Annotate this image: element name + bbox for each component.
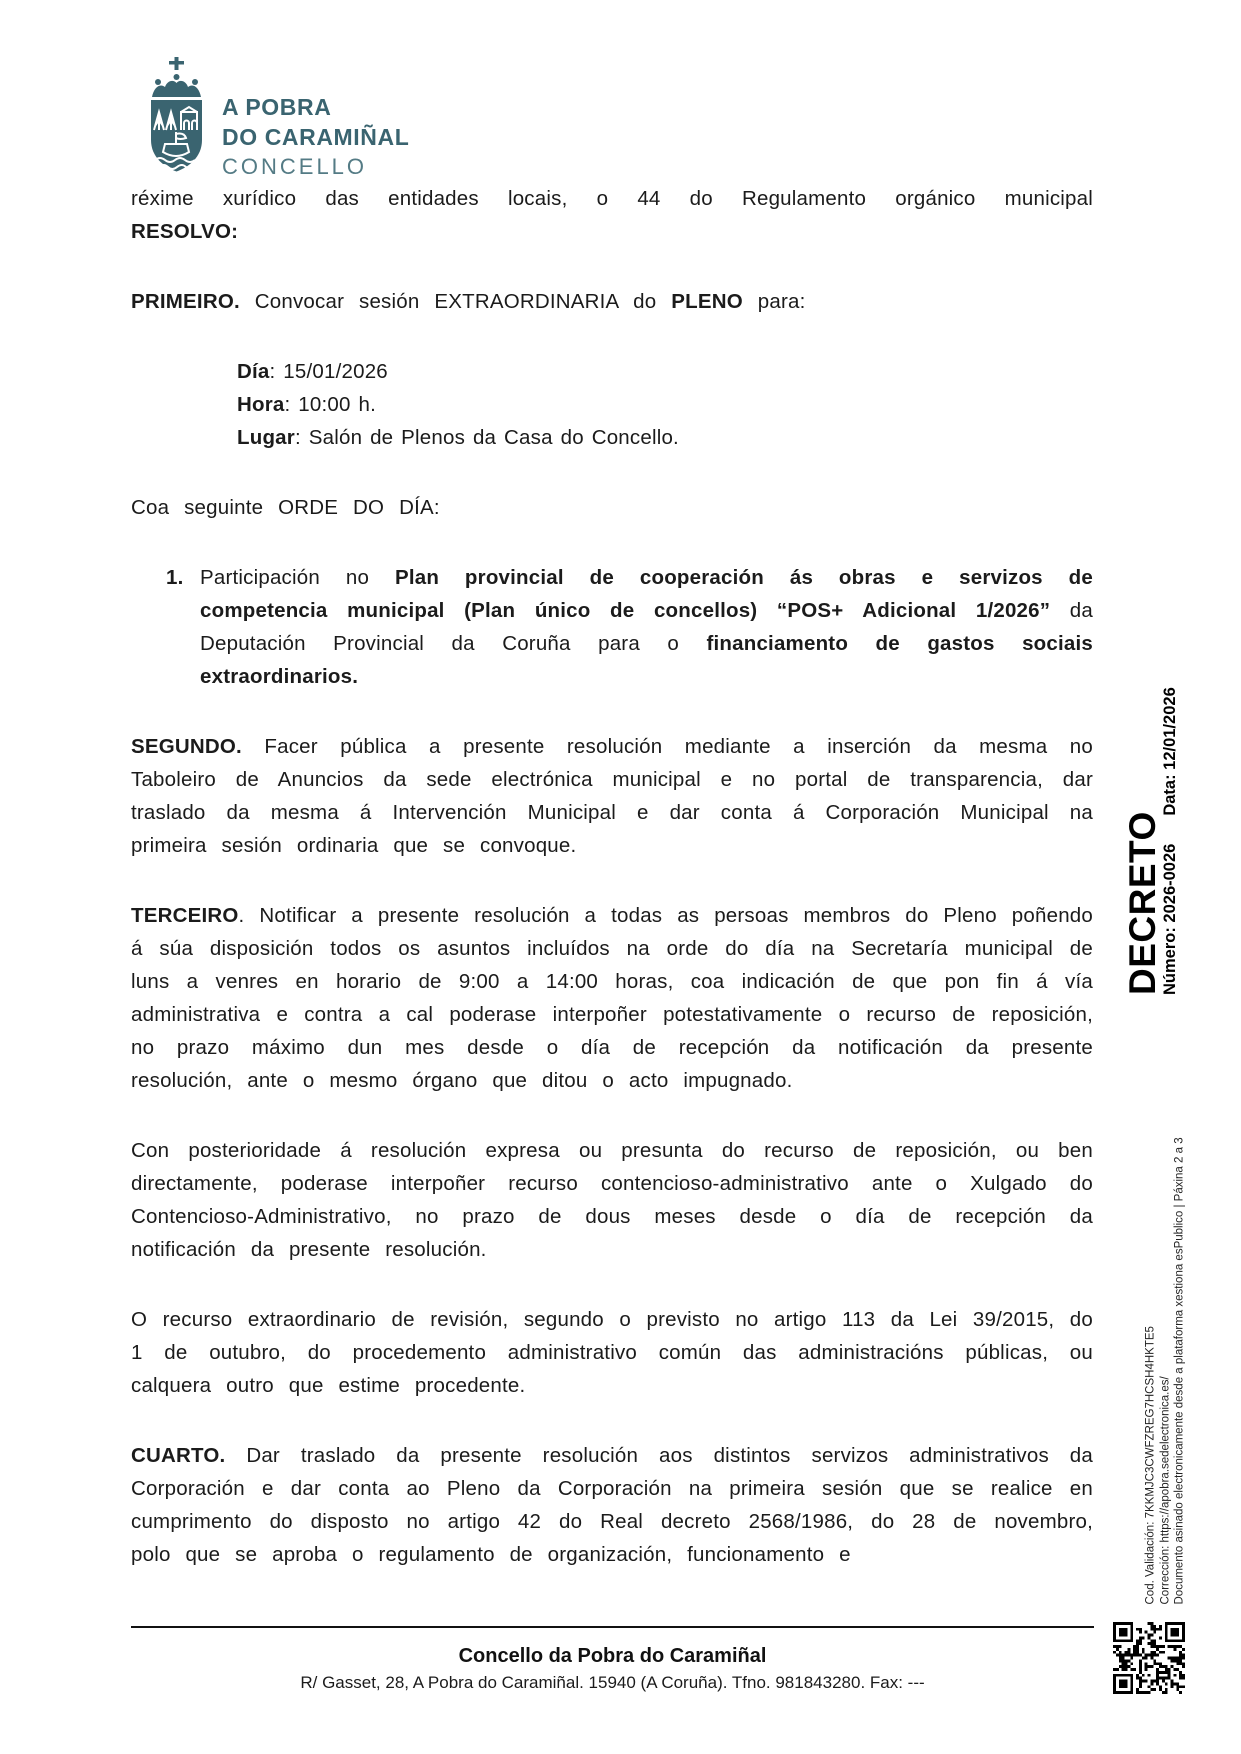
paragraph: Hora: 10:00 h. xyxy=(237,393,376,416)
footer-address: R/ Gasset, 28, A Pobra do Caramiñal. 15940 (A Coruña). Tfno. 981843280. Fax: --- xyxy=(300,1673,925,1692)
validation-signed-line: Documento asinado electronicamente desde a plataforma xestiona esPublico | Páxina 2 a 3 xyxy=(1173,1137,1186,1605)
footer-divider xyxy=(131,1626,1094,1628)
footer xyxy=(131,1645,1094,1693)
paragraph: CUARTO. Dar traslado da presente resolución aos distintos servizos administrativos da Corporación e dar conta ao Pleno da Corporación na primeira sesión que se realice en cumprimento do disposto no artigo 42 do Real decreto 2568/1986, do 28 de novembro, polo que se aproba o regulamento de organización, funcionamento e xyxy=(131,1444,1093,1566)
decree-number: Número: 2026-0026 xyxy=(1161,843,1179,995)
list-marker: 1. xyxy=(166,566,184,589)
paragraph: Coa seguinte ORDE DO DÍA: xyxy=(131,496,440,519)
paragraph: 1. Participación no Plan provincial de cooperación ás obras e servizos de competencia municipal (Plan único de concellos) “POS+ Adicional 1/2026” da Deputación Provincial da Coruña para o financiamento de gastos sociais extraordinarios. xyxy=(131,561,1093,693)
footer-entity-name: Concello da Pobra do Caramiñal xyxy=(458,1645,767,1667)
document-body xyxy=(131,182,1093,1571)
logo-name-line1: A POBRA xyxy=(222,94,332,120)
decree-date: Data: 12/01/2026 xyxy=(1161,687,1179,816)
paragraph: O recurso extraordinario de revisión, segundo o previsto no artigo 113 da Lei 39/2015, do 1 de outubro, do procedemento administrativo común das administracións públicas, ou calquera outro que estime procedente. xyxy=(131,1308,1093,1397)
qr-code-icon xyxy=(1113,1622,1185,1694)
paragraph: RESOLVO: xyxy=(131,220,239,243)
paragraph: Lugar: Salón de Plenos da Casa do Concello. xyxy=(237,426,679,449)
validation-vertical-text xyxy=(1144,1105,1189,1605)
paragraph: réxime xurídico das entidades locais, o 44 do Regulamento orgánico municipal xyxy=(131,187,1093,210)
validation-url-line: Corrección: https://apobra.sedelectronica.es/ xyxy=(1159,1376,1171,1605)
municipal-logo xyxy=(145,56,565,186)
municipal-crest-icon xyxy=(145,56,209,180)
paragraph: Con posterioridade á resolución expresa ou presunta do recurso de reposición, ou ben directamente, poderase interpoñer recurso contencioso-administrativo ante o Xulgado do Contencioso-Administrativo, no prazo de dous meses desde o día de recepción da notificación da presente resolución. xyxy=(131,1139,1093,1261)
paragraph: TERCEIRO. Notificar a presente resolución a todas as persoas membros do Pleno poñendo á súa disposición todos os asuntos incluídos na orde do día na Secretaría municipal de luns a venres en horario de 9:00 a 14:00 horas, coa indicación de que pon fin á vía administrativa e contra a cal poderase interpoñer potestativamente o recurso de reposición, no prazo máximo dun mes desde o día de recepción da notificación da presente resolución, ante o mesmo órgano que ditou o acto impugnado. xyxy=(131,904,1093,1092)
logo-subtitle: CONCELLO xyxy=(222,154,368,179)
decree-meta-vertical xyxy=(1161,645,1183,995)
logo-name-line2: DO CARAMIÑAL xyxy=(222,124,410,150)
validation-code-line: Cod. Validación: 7KKMJC3CWFZREG7HCSH4HKTE5 xyxy=(1144,1326,1157,1605)
decree-type-vertical-label: DECRETO xyxy=(1122,811,1163,995)
paragraph: Día: 15/01/2026 xyxy=(237,360,388,383)
paragraph: PRIMEIRO. Convocar sesión EXTRAORDINARIA do PLENO para: xyxy=(131,290,806,313)
paragraph: SEGUNDO. Facer pública a presente resolución mediante a inserción da mesma no Taboleiro de Anuncios da sede electrónica municipal e no portal de transparencia, dar traslado da mesma á Intervención Municipal e dar conta á Corporación Municipal na primeira sesión ordinaria que se convoque. xyxy=(131,735,1093,857)
